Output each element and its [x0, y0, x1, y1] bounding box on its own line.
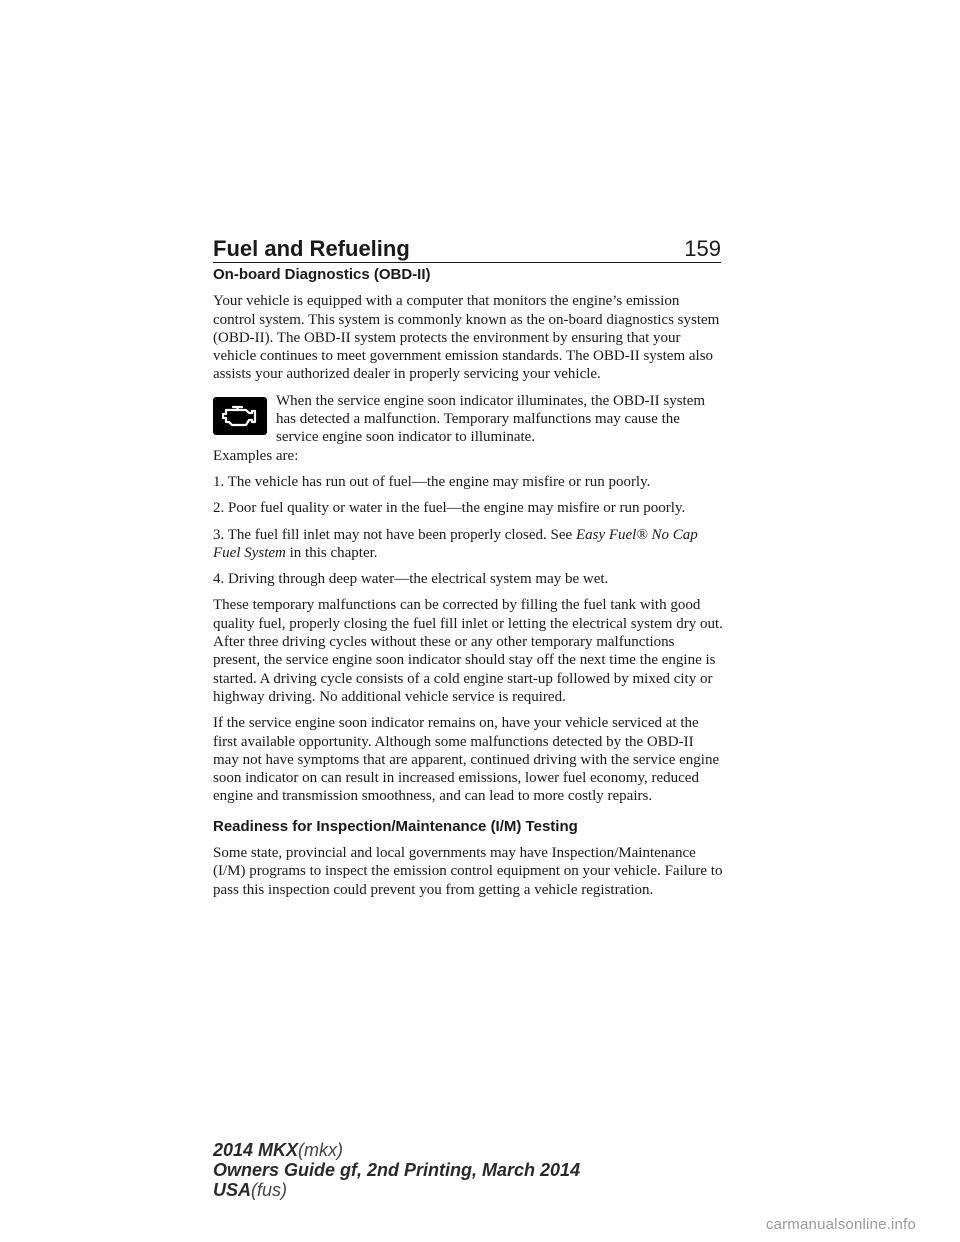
chapter-title: Fuel and Refueling [213, 236, 410, 261]
section-heading-obd: On-board Diagnostics (OBD-II) [213, 266, 431, 283]
paragraph-indicator: When the service engine soon indicator illuminates, the OBD-II system has detected a malfunction. Temporary malfunctions may cause the service engine soon indicator to illuminate. [276, 392, 706, 446]
page-footer [213, 1140, 580, 1200]
page-header [213, 228, 721, 262]
paragraph-temporary-malfunctions: These temporary malfunctions can be corrected by filling the fuel tank with good quality fuel, properly closing the fuel fill inlet or letting the electrical system dry out. After three driving cycles without these or any other temporary malfunctions present, the service engine soon indicator should stay off the next time the engine is started. A driving cycle consists of a cold engine start-up followed by mixed city or highway driving. No additional vehicle service is required. [213, 597, 723, 705]
list-item-3-suffix: in this chapter. [285, 544, 378, 561]
footer-guide-info: Owners Guide gf, 2nd Printing, March 2014 [213, 1160, 581, 1180]
footer-model-code: (mkx) [298, 1140, 344, 1160]
site-watermark: carmanualsonline.info [765, 1216, 916, 1233]
list-item-1: 1. The vehicle has run out of fuel—the engine may misfire or run poorly. [213, 473, 651, 490]
indicator-paragraph [213, 392, 723, 447]
check-engine-icon [213, 397, 267, 435]
list-item-3-text: 3. The fuel fill inlet may not have been properly closed. See [213, 526, 576, 543]
cross-reference-link[interactable]: Easy Fuel® No Cap Fuel System [213, 526, 698, 561]
header-divider [213, 262, 721, 263]
page-content [213, 266, 723, 899]
examples-intro: Examples are: [213, 447, 299, 464]
list-item-3 [213, 526, 723, 563]
list-item-2: 2. Poor fuel quality or water in the fuel—the engine may misfire or run poorly. [213, 500, 686, 517]
paragraph-obd-intro: Your vehicle is equipped with a computer that monitors the engine’s emission control system. This system is commonly known as the on-board diagnostics system (OBD-II). The OBD-II system protects the environment by ensuring that your vehicle continues to meet government emission standards. The OBD-II system also assists your authorized dealer in properly servicing your vehicle. [213, 293, 720, 383]
footer-model: 2014 MKX [213, 1140, 299, 1160]
footer-region: USA [213, 1180, 252, 1200]
paragraph-im-programs: Some state, provincial and local governments may have Inspection/Maintenance (I/M) programs to inspect the emission control equipment on your vehicle. Failure to pass this inspection could prevent you from getting a vehicle registration. [213, 845, 723, 898]
section-heading-im-testing: Readiness for Inspection/Maintenance (I/M) Testing [213, 817, 578, 835]
footer-region-code: (fus) [251, 1180, 288, 1200]
list-item-4: 4. Driving through deep water—the electrical system may be wet. [213, 571, 609, 588]
paragraph-indicator-remains-on: If the service engine soon indicator remains on, have your vehicle serviced at the first available opportunity. Although some malfunctions detected by the OBD-II may not have symptoms that are apparent, continued driving with the service engine soon indicator on can result in increased emissions, lower fuel economy, reduced engine and transmission smoothness, and can lead to more costly repairs. [213, 715, 720, 805]
page-number: 159 [684, 236, 721, 261]
